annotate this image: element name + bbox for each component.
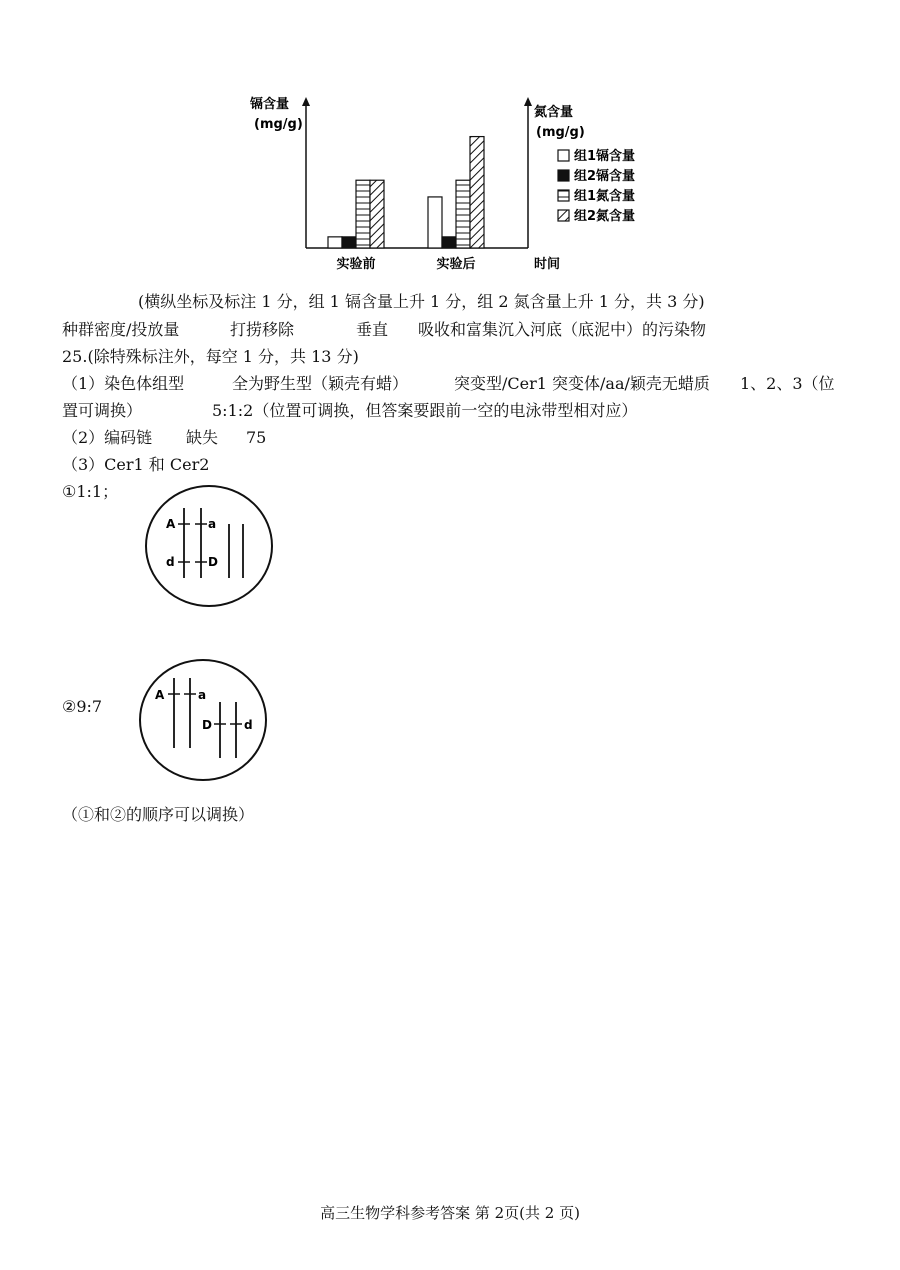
legend-label: 组2氮含量: [574, 209, 636, 224]
answer-24-2: 打捞移除: [230, 320, 295, 339]
allele-label: D: [208, 555, 218, 569]
cadmium-nitrogen-bar-chart: [240, 92, 680, 277]
bar-2-3: [456, 180, 470, 248]
answer-24-1: 种群密度/投放量: [62, 320, 180, 339]
legend-swatch: [558, 170, 569, 181]
right-y-axis-arrow: [524, 97, 532, 106]
left-y-axis-arrow: [302, 97, 310, 106]
legend-swatch: [558, 210, 569, 221]
bar-2-2: [442, 237, 456, 248]
case-2-label: ②9:7: [62, 697, 103, 716]
left-axis-label-2: (mg/g): [254, 117, 303, 132]
allele-label: D: [202, 718, 212, 732]
bars-group: [328, 137, 484, 248]
case-1-label: ①1:1；: [62, 482, 119, 501]
question-25-title: 25.(除特殊标注外，每空 1 分，共 13 分): [62, 347, 359, 366]
allele-label: a: [208, 517, 217, 531]
left-axis-label-1: 镉含量: [250, 97, 290, 112]
allele-label: d: [166, 555, 175, 569]
right-axis-label-2: (mg/g): [536, 125, 585, 140]
allele-label: d: [244, 718, 253, 732]
answer-25-3: （3）Cer1 和 Cer2: [62, 455, 210, 474]
answer-25-1-cont-a: 置可调换）: [62, 401, 143, 420]
legend-label: 组1镉含量: [574, 149, 636, 164]
legend-label: 组2镉含量: [574, 169, 636, 184]
bar-1-4: [370, 180, 384, 248]
answer-25-2-b: 缺失: [186, 428, 219, 447]
cell-outline: [146, 486, 272, 606]
x-tick-label: 实验后: [436, 257, 476, 272]
answer-25-1-b: 全为野生型（颖壳有蜡）: [232, 374, 409, 393]
bar-2-4: [470, 137, 484, 248]
allele-label: A: [155, 688, 165, 702]
x-axis-label: 时间: [534, 257, 561, 272]
allele-label: A: [166, 517, 176, 531]
answer-25-1-a: （1）染色体组型: [62, 374, 185, 393]
bar-1-1: [328, 237, 342, 248]
answer-25-1-c: 突变型/Cer1 突变体/aa/颖壳无蜡质: [454, 374, 710, 393]
bar-1-2: [342, 237, 356, 248]
cell-diagram-1: [144, 484, 274, 608]
legend-label: 组1氮含量: [574, 189, 636, 204]
legend-swatch: [558, 190, 569, 201]
x-tick-label: 实验前: [336, 257, 376, 272]
x-tick-labels: [336, 256, 475, 272]
allele-label: a: [198, 688, 207, 702]
chart-scoring-note: (横纵坐标及标注 1 分，组 1 镉含量上升 1 分，组 2 氮含量上升 1 分，共 3 分): [138, 292, 705, 311]
order-note: （①和②的顺序可以调换）: [62, 805, 255, 824]
chart-legend: [558, 148, 635, 224]
right-axis-label-1: 氮含量: [534, 105, 574, 120]
cell-diagram-2: [138, 658, 268, 782]
answer-25-2-a: （2）编码链: [62, 428, 153, 447]
answer-25-2-c: 75: [246, 428, 267, 447]
answer-25-1-d: 1、2、3（位: [740, 374, 835, 393]
answer-24-3: 垂直: [356, 320, 389, 339]
answer-25-1-cont-b: 5:1:2（位置可调换，但答案要跟前一空的电泳带型相对应）: [212, 401, 638, 420]
page-footer: 高三生物学科参考答案 第 2页(共 2 页): [320, 1204, 580, 1222]
bar-2-1: [428, 197, 442, 248]
answer-24-4: 吸收和富集沉入河底（底泥中）的污染物: [418, 320, 707, 339]
bar-1-3: [356, 180, 370, 248]
legend-swatch: [558, 150, 569, 161]
